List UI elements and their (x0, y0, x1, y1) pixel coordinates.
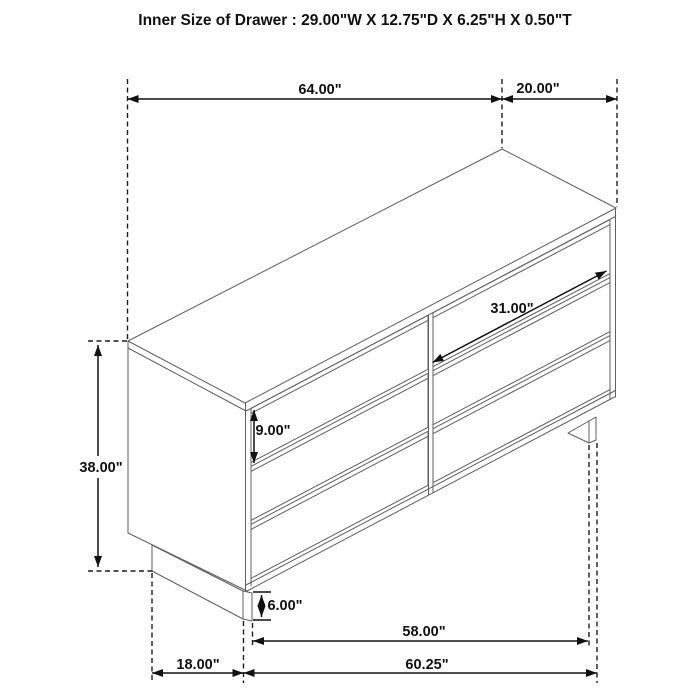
dresser-top-face (128, 149, 616, 403)
dresser-left-face (128, 341, 251, 591)
drawer-handle-line (433, 341, 610, 434)
label-base-inner-width: 58.00" (402, 624, 446, 640)
drawer-front-left-bottom (251, 431, 428, 578)
dresser-top-slab-edge (128, 217, 616, 412)
drawer-handle-line (433, 283, 610, 376)
dresser-right-leg (568, 417, 596, 443)
label-overall-width: 64.00" (298, 82, 342, 98)
dresser-outline (128, 149, 616, 621)
drawer-handle-line (251, 320, 428, 413)
diagram-title: Inner Size of Drawer : 29.00"W X 12.75"D X 6.25"H X 0.50"T (138, 12, 572, 29)
label-drawer-width: 31.00" (490, 301, 534, 317)
label-base-depth: 18.00" (176, 657, 220, 673)
dimension-lines (98, 99, 617, 673)
drawer-front-right-bottom (433, 336, 610, 483)
extension-guides (88, 79, 617, 683)
drawer-front-right-middle (433, 278, 610, 425)
label-overall-height: 38.00" (79, 460, 123, 476)
label-overall-depth: 20.00" (516, 81, 560, 97)
drawer-front-left-middle (251, 373, 428, 520)
drawer-front-right-top (433, 220, 610, 367)
drawer-front-left-top (251, 315, 428, 462)
dresser-front-frame (246, 209, 616, 591)
label-drawer-height: 9.00" (255, 423, 291, 439)
label-base-height: 6.00" (267, 598, 303, 614)
label-base-width: 60.25" (405, 657, 449, 673)
drawer-handle-line (251, 436, 428, 529)
dresser-base-plinth (152, 545, 252, 621)
